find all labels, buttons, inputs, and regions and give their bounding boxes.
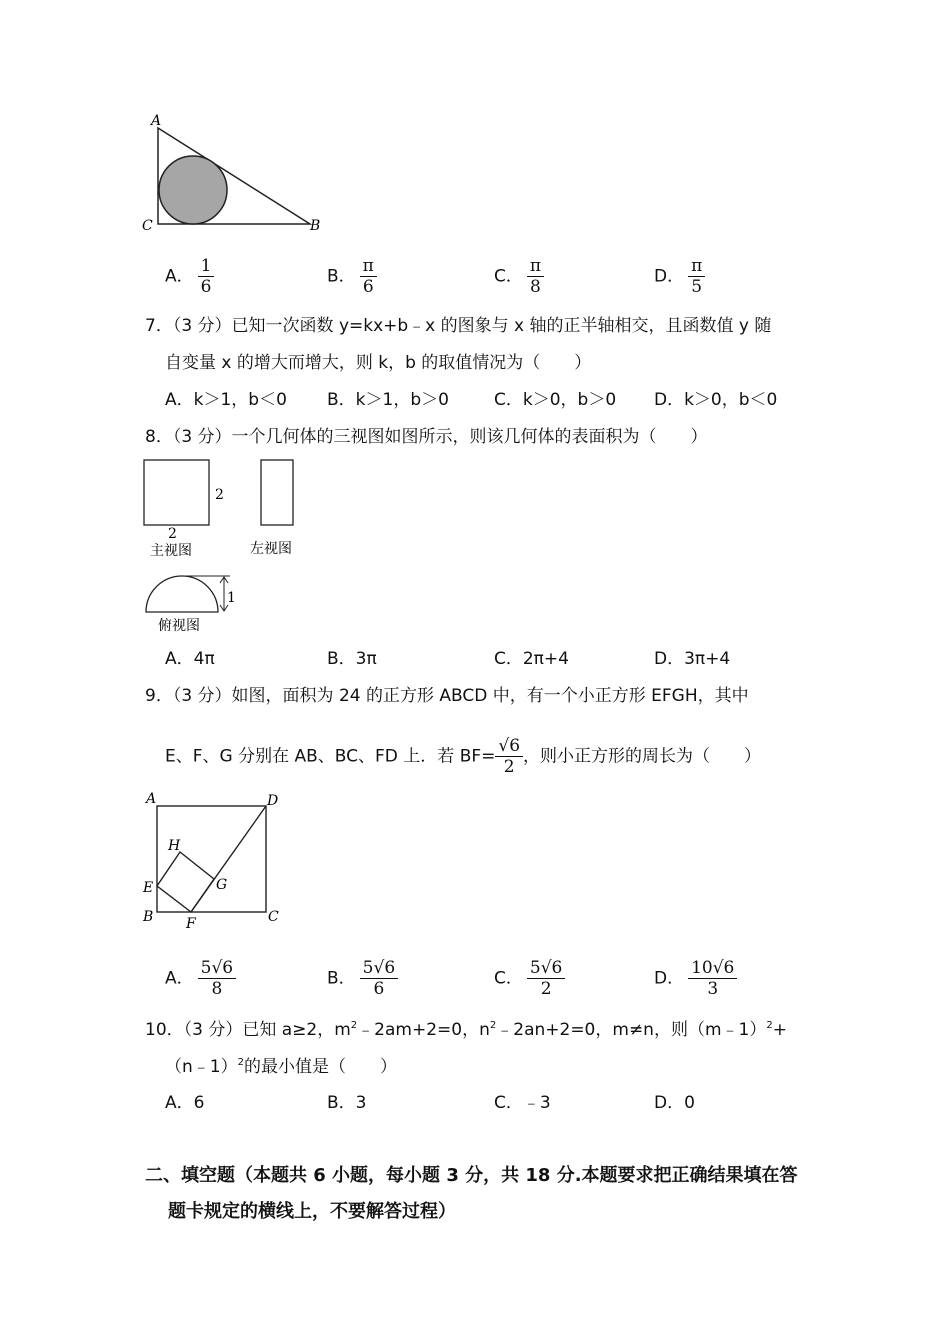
fraction: $\frac{10√6}{3}$ — [688, 958, 737, 999]
front-view-width-label: 2 — [168, 526, 177, 542]
fraction: $\frac{\pi}{6}$ — [360, 256, 377, 297]
front-view-height-label: 2 — [215, 487, 224, 503]
q10-stem-line1: 10．（3 分）已知 a≥2，$m^2﹣2am+2=0$，$n^2﹣2an+2=0$，m≠n，则（m﹣1）$^2$+ — [145, 1020, 787, 1040]
fraction: $\frac{5√6}{2}$ — [527, 958, 565, 999]
side-view-rect — [261, 460, 293, 525]
top-view-caption: 俯视图 — [158, 618, 200, 634]
vertex-label-c: C — [142, 218, 153, 234]
q9-option-b[interactable]: B． $\frac{5√6}{6}$ — [327, 958, 398, 999]
q9-square-figure — [138, 788, 288, 933]
q9-option-d[interactable]: D． $\frac{10√6}{3}$ — [654, 958, 737, 999]
q6-option-a[interactable]: A． $\frac{1}{6}$ — [165, 256, 214, 297]
q8-three-views-figure — [138, 452, 338, 637]
q6-option-d[interactable]: D． $\frac{\pi}{5}$ — [654, 256, 705, 297]
vertex-label-g: G — [216, 877, 228, 893]
vertex-label-e: E — [143, 880, 154, 896]
fraction: $\frac{1}{6}$ — [198, 256, 215, 297]
section2-heading-line1: 二、填空题（本题共 6 小题，每小题 3 分，共 18 分.本题要求把正确结果填在答 — [145, 1165, 798, 1186]
q6-triangle-figure — [138, 110, 328, 235]
q7-stem-line2: 自变量 x 的增大而增大，则 k，b 的取值情况为（ ） — [165, 353, 592, 373]
q10-option-c[interactable]: C．﹣3 — [494, 1093, 551, 1113]
q9-option-a[interactable]: A． $\frac{5√6}{8}$ — [165, 958, 236, 999]
fraction: $\frac{\pi}{8}$ — [527, 256, 544, 297]
front-view-square — [144, 460, 209, 525]
top-view-semicircle — [146, 576, 218, 612]
fraction: $\frac{\pi}{5}$ — [688, 256, 705, 297]
q10-option-d[interactable]: D．0 — [654, 1093, 695, 1113]
q8-stem-line1: 8．（3 分）一个几何体的三视图如图所示，则该几何体的表面积为（ ） — [145, 427, 708, 447]
q8-option-d[interactable]: D．3π+4 — [654, 649, 731, 669]
q9-option-c[interactable]: C． $\frac{5√6}{2}$ — [494, 958, 565, 999]
q8-option-b[interactable]: B．3π — [327, 649, 377, 669]
q10-option-a[interactable]: A．6 — [165, 1093, 205, 1113]
fraction: $\frac{5√6}{8}$ — [198, 958, 236, 999]
vertex-label-d: D — [267, 793, 279, 809]
vertex-label-b: B — [310, 218, 321, 234]
q7-stem-line1: 7．（3 分）已知一次函数 y=kx+b﹣x 的图象与 x 轴的正半轴相交，且函数值 y 随 — [145, 316, 772, 336]
q7-option-b[interactable]: B．k＞1，b＞0 — [327, 390, 449, 410]
q8-option-a[interactable]: A．4π — [165, 649, 215, 669]
q6-option-b[interactable]: B． $\frac{\pi}{6}$ — [327, 256, 377, 297]
q9-stem-line2: E、F、G 分别在 AB、BC、FD 上．若 BF= $\frac{√6}{2}$ ，则小正方形的周长为（ ） — [165, 736, 762, 777]
q7-option-c[interactable]: C．k＞0，b＞0 — [494, 390, 617, 410]
fraction: $\frac{5√6}{6}$ — [360, 958, 398, 999]
top-view-dim-label: 1 — [227, 590, 236, 606]
front-view-caption: 主视图 — [150, 543, 192, 559]
small-square-efgh — [157, 852, 214, 912]
vertex-label-b: B — [143, 909, 154, 925]
square-abcd — [157, 806, 266, 912]
vertex-label-a: A — [151, 113, 162, 129]
vertex-label-h: H — [168, 838, 181, 854]
vertex-label-f: F — [186, 916, 196, 932]
side-view-caption: 左视图 — [250, 541, 292, 557]
section2-heading-line2: 题卡规定的横线上，不要解答过程） — [168, 1201, 456, 1222]
q9-stem-line1: 9．（3 分）如图，面积为 24 的正方形 ABCD 中，有一个小正方形 EFGH，其中 — [145, 686, 749, 706]
q7-option-a[interactable]: A．k＞1，b＜0 — [165, 390, 287, 410]
q10-option-b[interactable]: B．3 — [327, 1093, 367, 1113]
bf-fraction: $\frac{√6}{2}$ — [495, 736, 523, 777]
inscribed-circle — [159, 156, 227, 224]
q6-option-c[interactable]: C． $\frac{\pi}{8}$ — [494, 256, 544, 297]
vertex-label-c: C — [268, 909, 279, 925]
vertex-label-a: A — [146, 791, 157, 807]
q8-option-c[interactable]: C．2π+4 — [494, 649, 569, 669]
q7-option-d[interactable]: D．k＞0，b＜0 — [654, 390, 778, 410]
q10-stem-line2: （n﹣1）$^2$的最小值是（ ） — [165, 1057, 397, 1077]
